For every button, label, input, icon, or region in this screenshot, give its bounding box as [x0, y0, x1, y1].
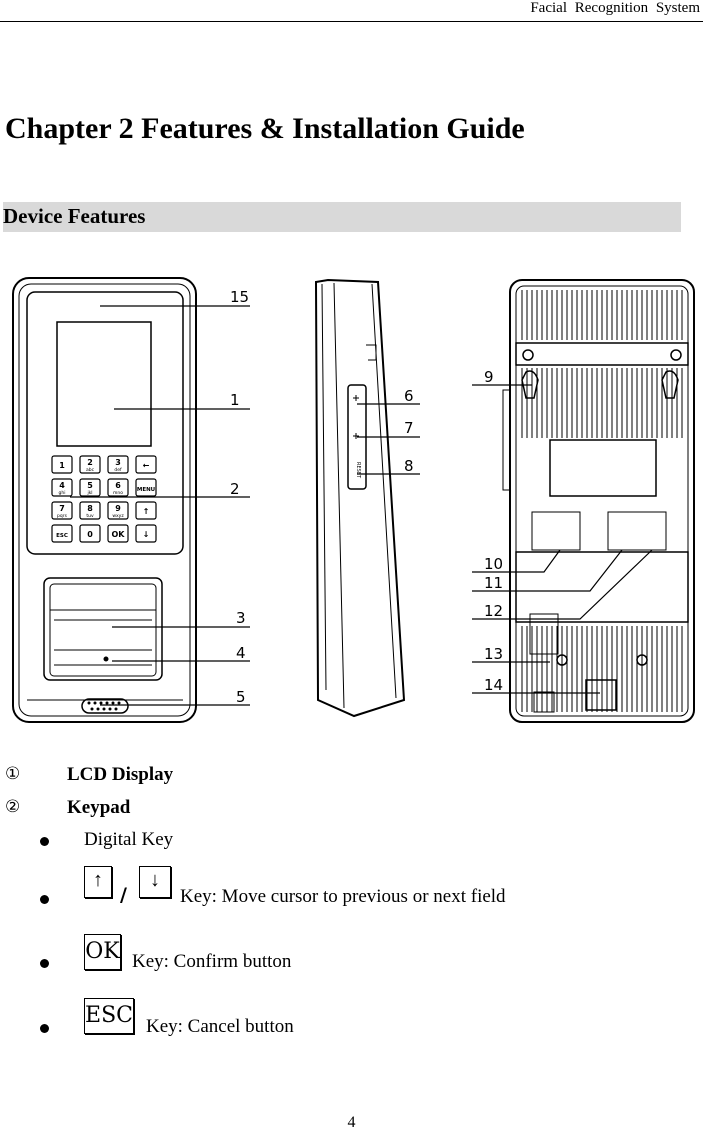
- keypad-key-sublabel: abc: [85, 468, 95, 473]
- arrow-up-key-icon: ↑: [84, 866, 112, 898]
- keypad-key: [108, 502, 128, 519]
- keypad-key-label: 4: [59, 481, 65, 490]
- keypad-key-label: 9: [115, 504, 121, 513]
- section-title: Device Features: [3, 204, 146, 228]
- digital-key-text: Digital Key: [84, 829, 174, 850]
- feature-number: ②: [5, 797, 21, 817]
- keypad-key-label: 8: [87, 504, 93, 513]
- keypad-key-sublabel: def: [114, 468, 122, 473]
- keypad-key-sublabel: mno: [113, 491, 123, 496]
- keypad-key: [52, 502, 72, 519]
- keypad-key: [80, 479, 100, 496]
- keypad-key: [136, 502, 156, 519]
- chapter-title: Chapter 2 Features & Installation Guide: [5, 112, 525, 145]
- side-reset-label: RESET: [355, 462, 361, 479]
- callout-number-15: 15: [230, 288, 250, 306]
- callout-number-14: 14: [484, 676, 504, 694]
- keypad-key: [136, 456, 156, 473]
- callout-number-6: 6: [404, 387, 414, 405]
- keypad-key-label: 5: [87, 481, 93, 490]
- header-rule: [0, 21, 703, 22]
- keypad-key-sublabel: jkl: [87, 491, 93, 496]
- keypad-key-label: ←: [142, 461, 150, 470]
- ok-key-description: Key: Confirm button: [132, 951, 292, 972]
- callout-number-12: 12: [484, 602, 504, 620]
- keypad-key-label: ↓: [142, 530, 150, 539]
- side-view: [316, 280, 404, 716]
- page-number: 4: [347, 1114, 356, 1131]
- keypad-key: [52, 456, 72, 473]
- speaker-grille: [88, 702, 121, 711]
- arrow-down-key-icon: ↓: [139, 866, 171, 898]
- bullet-dot: [40, 895, 49, 904]
- keypad-key: [136, 525, 156, 542]
- callout-number-11: 11: [484, 574, 504, 592]
- keypad-key: [80, 525, 100, 542]
- keypad-key-label: 0: [87, 530, 93, 539]
- feature-number: ①: [5, 764, 21, 784]
- bullet-dot: [40, 959, 49, 968]
- callout-number-3: 3: [236, 609, 246, 627]
- keypad-key-label: 6: [115, 481, 121, 490]
- esc-key-description: Key: Cancel button: [146, 1016, 294, 1037]
- keypad-key: [108, 479, 128, 496]
- callout-number-9: 9: [484, 368, 494, 386]
- keypad-key-sublabel: pqrs: [57, 514, 67, 519]
- keypad-key-label: MENU: [136, 487, 156, 493]
- front-view: [13, 278, 196, 722]
- ok-key-icon: OK: [84, 934, 121, 970]
- callout-labels: [230, 288, 503, 706]
- keypad-key-label: 3: [115, 458, 121, 467]
- callout-number-4: 4: [236, 644, 246, 662]
- bullet-dot: [40, 1024, 49, 1033]
- keypad-key: [52, 479, 72, 496]
- keypad-key: [136, 479, 156, 496]
- keypad-key-label: 7: [59, 504, 65, 513]
- callout-number-10: 10: [484, 555, 504, 573]
- keypad-key-sublabel: tuv: [86, 514, 94, 519]
- keypad-key: [52, 525, 72, 542]
- header-title: Facial Recognition System: [530, 0, 700, 16]
- keypad-key-label: 2: [87, 458, 93, 467]
- keypad-key-sublabel: wxyz: [112, 514, 124, 519]
- keypad-key-sublabel: ghi: [58, 491, 66, 496]
- keypad-key-label: ↑: [142, 507, 150, 516]
- callout-number-5: 5: [236, 688, 246, 706]
- esc-key-icon: ESC: [84, 998, 134, 1034]
- keypad-key-label: OK: [111, 530, 125, 539]
- keypad: [52, 456, 156, 542]
- feature-label: Keypad: [67, 797, 131, 818]
- arrow-key-description: Key: Move cursor to previous or next field: [180, 886, 506, 907]
- feature-label: LCD Display: [67, 764, 174, 785]
- keypad-key: [80, 456, 100, 473]
- callout-number-8: 8: [404, 457, 414, 475]
- callout-number-1: 1: [230, 391, 240, 409]
- keypad-key: [108, 525, 128, 542]
- keypad-key: [80, 502, 100, 519]
- keypad-key: [108, 456, 128, 473]
- callout-number-13: 13: [484, 645, 504, 663]
- keypad-key-label: ESC: [56, 533, 68, 539]
- keypad-key-label: 1: [59, 461, 65, 470]
- back-fins: [522, 290, 682, 712]
- slash-separator: /: [120, 884, 127, 906]
- callout-lines: [70, 306, 652, 705]
- callout-number-2: 2: [230, 480, 240, 498]
- callout-number-7: 7: [404, 419, 414, 437]
- device-features-figure: [0, 270, 703, 730]
- bullet-dot: [40, 837, 49, 846]
